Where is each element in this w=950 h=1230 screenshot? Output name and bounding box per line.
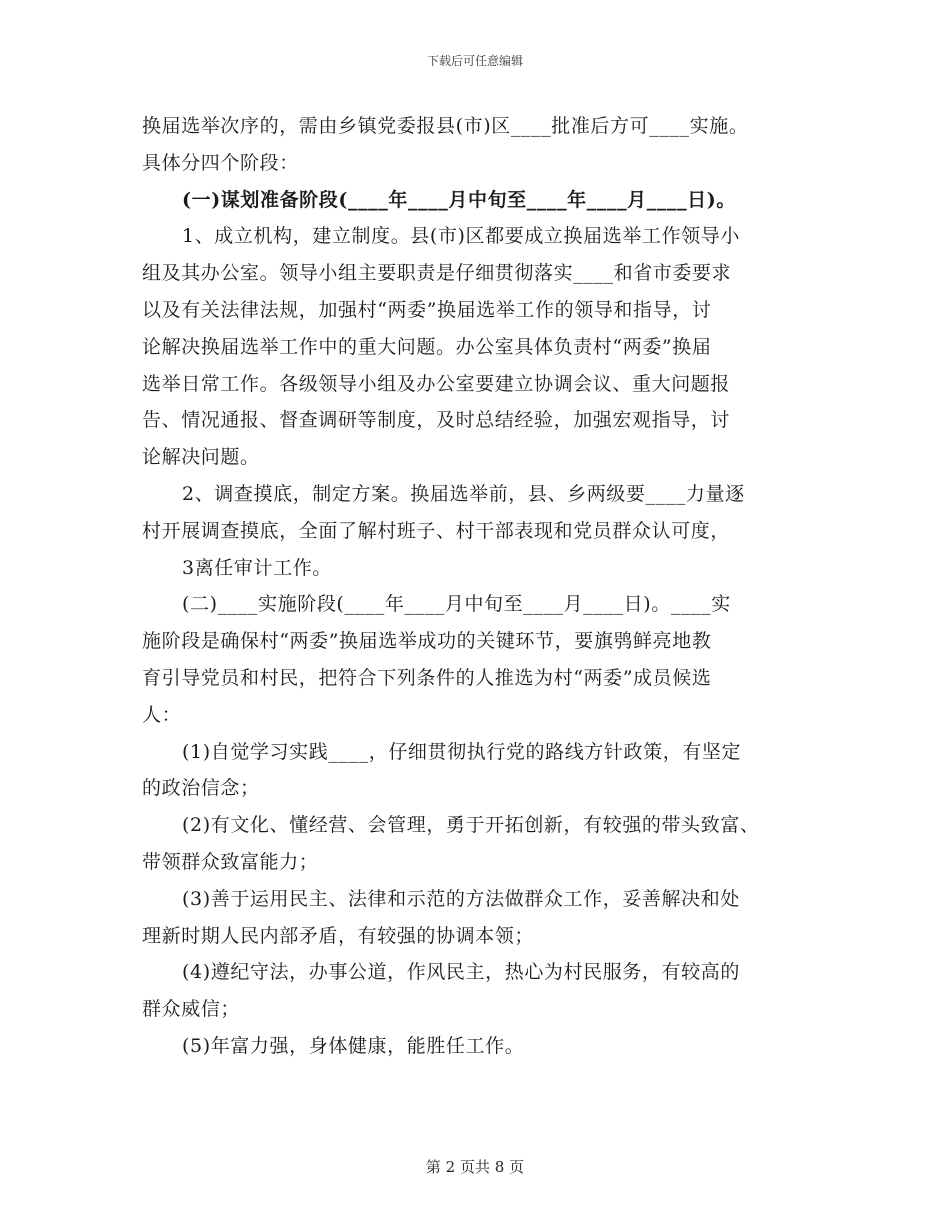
page-footer: 第 2 页共 8 页 [425,1158,525,1176]
text-line: 换届选举次序的，需由乡镇党委报县(市)区____批准后方可____实施。 [142,115,749,137]
text-line: 3离任审计工作。 [182,556,332,579]
text-line: 的政治信念； [142,777,260,800]
text-line: 育引导党员和村民，把符合下列条件的人推选为村“两委”成员候选 [142,666,712,689]
text-line: 告、情况通报、督查调研等制度，及时总结经验，加强宏观指导，讨 [142,409,731,432]
text-line: 论解决换届选举工作中的重大问题。办公室具体负责村“两委”换届 [142,335,712,358]
header-note: 下载后可任意编辑 [426,54,523,68]
text-line: 选举日常工作。各级领导小组及办公室要建立协调会议、重大问题报 [142,372,731,395]
text-line: 人： [142,703,182,726]
text-line: (1)自觉学习实践____，仔细贯彻执行党的路线方针政策，有坚定 [182,740,742,763]
text-line: (4)遵纪守法，办事公道，作风民主，热心为村民服务，有较高的 [182,961,740,984]
text-line: (一)谋划准备阶段(____年____月中旬至____年____月____日)。 [182,188,736,211]
text-line: 组及其办公室。领导小组主要职责是仔细贯彻落实____和省市委要求 [142,262,732,285]
text-line: 具体分四个阶段： [142,151,299,174]
text-line: 群众威信； [142,998,241,1021]
text-line: 村开展调查摸底，全面了解村班子、村干部表现和党员群众认可度， [142,519,731,542]
text-line: 论解决问题。 [142,446,260,469]
text-line: 理新时期人民内部矛盾，有较强的协调本领； [142,924,535,947]
text-line: 带领群众致富能力； [142,850,319,873]
text-line: (5)年富力强，身体健康，能胜任工作。 [182,1034,525,1057]
text-line: 施阶段是确保村“两委”换届选举成功的关键环节，要旗鸮鲜亮地教 [142,630,712,653]
text-line: (二)____实施阶段(____年____月中旬至____月____日)。____实 [182,593,731,616]
text-line: (2)有文化、懂经营、会管理，勇于开拓创新，有较强的带头致富、 [182,814,760,837]
text-line: (3)善于运用民主、法律和示范的方法做群众工作，妥善解决和处 [182,887,740,910]
body-text [142,108,812,1065]
text-line: 以及有关法律法规，加强村“两委”换届选举工作的领导和指导，讨 [142,298,712,321]
text-line: 2、调查摸底，制定方案。换届选举前，县、乡两级要____力量逐 [182,482,745,505]
text-line: 1、成立机构，建立制度。县(市)区都要成立换届选举工作领导小 [182,225,740,248]
